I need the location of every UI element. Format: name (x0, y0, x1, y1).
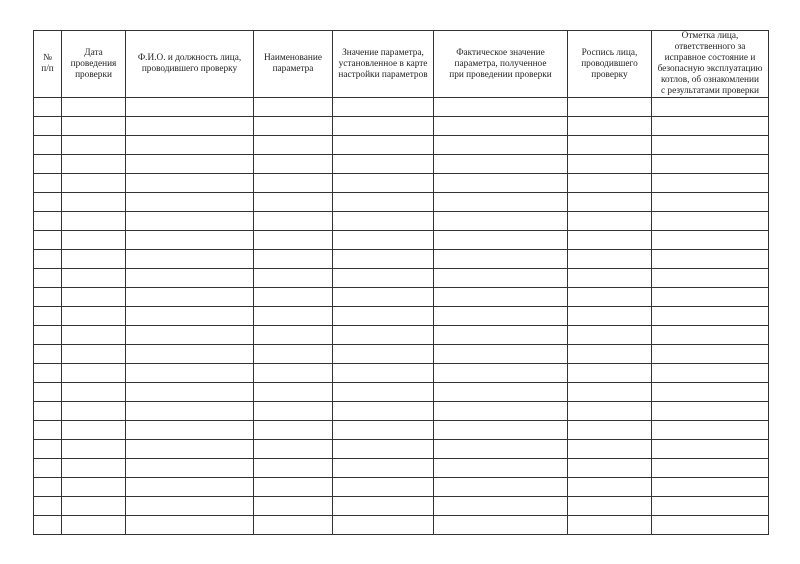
table-cell (652, 174, 769, 193)
table-row (34, 345, 769, 364)
table-cell (62, 117, 126, 136)
table-cell (333, 136, 434, 155)
table-cell (126, 421, 254, 440)
table-cell (333, 212, 434, 231)
table-cell (254, 231, 333, 250)
table-row (34, 421, 769, 440)
table-cell (434, 117, 568, 136)
table-cell (652, 478, 769, 497)
header-actual-parameter-value: Фактическое значение параметра, полученное при проведении проверки (434, 31, 568, 98)
table-cell (254, 440, 333, 459)
table-cell (652, 459, 769, 478)
table-cell (34, 212, 62, 231)
table-cell (652, 288, 769, 307)
table-cell (568, 193, 652, 212)
table-cell (568, 421, 652, 440)
table-cell (34, 250, 62, 269)
table-cell (126, 307, 254, 326)
table-cell (62, 326, 126, 345)
table-cell (652, 98, 769, 117)
table-cell (254, 212, 333, 231)
table-cell (34, 174, 62, 193)
table-cell (652, 497, 769, 516)
header-inspection-date: Дата проведения проверки (62, 31, 126, 98)
table-cell (126, 497, 254, 516)
table-cell (434, 288, 568, 307)
table-cell (34, 516, 62, 535)
table-cell (333, 269, 434, 288)
table-cell (434, 250, 568, 269)
table-cell (34, 364, 62, 383)
table-cell (652, 212, 769, 231)
table-cell (333, 117, 434, 136)
table-cell (568, 516, 652, 535)
table-cell (652, 383, 769, 402)
table-cell (333, 497, 434, 516)
table-cell (126, 326, 254, 345)
table-cell (568, 326, 652, 345)
table-cell (62, 478, 126, 497)
table-row (34, 402, 769, 421)
table-cell (62, 288, 126, 307)
table-cell (254, 250, 333, 269)
table-cell (568, 155, 652, 174)
table-row (34, 193, 769, 212)
table-row (34, 326, 769, 345)
table-cell (62, 459, 126, 478)
table-cell (568, 288, 652, 307)
table-cell (126, 98, 254, 117)
table-cell (434, 98, 568, 117)
table-row (34, 383, 769, 402)
table-cell (62, 174, 126, 193)
table-cell (434, 440, 568, 459)
table-cell (568, 136, 652, 155)
table-cell (568, 98, 652, 117)
table-cell (652, 345, 769, 364)
table-cell (434, 269, 568, 288)
table-cell (254, 478, 333, 497)
table-cell (126, 516, 254, 535)
table-cell (62, 193, 126, 212)
table-cell (434, 193, 568, 212)
table-cell (434, 383, 568, 402)
table-cell (34, 345, 62, 364)
table-cell (126, 193, 254, 212)
table-cell (126, 231, 254, 250)
table-cell (652, 516, 769, 535)
table-cell (62, 421, 126, 440)
table-cell (333, 478, 434, 497)
table-cell (254, 345, 333, 364)
table-cell (333, 345, 434, 364)
table-cell (568, 478, 652, 497)
table-cell (34, 326, 62, 345)
table-cell (34, 136, 62, 155)
table-cell (434, 402, 568, 421)
table-cell (333, 155, 434, 174)
table-cell (254, 326, 333, 345)
table-cell (568, 402, 652, 421)
table-cell (126, 212, 254, 231)
table-cell (62, 155, 126, 174)
table-cell (254, 383, 333, 402)
table-cell (333, 383, 434, 402)
table-cell (333, 231, 434, 250)
table-cell (333, 516, 434, 535)
table-cell (568, 440, 652, 459)
table-cell (568, 497, 652, 516)
table-row (34, 136, 769, 155)
table-cell (568, 459, 652, 478)
table-row (34, 269, 769, 288)
table-cell (568, 174, 652, 193)
table-row (34, 288, 769, 307)
table-row (34, 155, 769, 174)
table-row (34, 307, 769, 326)
table-row (34, 117, 769, 136)
table-cell (333, 193, 434, 212)
table-cell (652, 250, 769, 269)
table-cell (126, 383, 254, 402)
table-cell (34, 288, 62, 307)
table-cell (254, 307, 333, 326)
table-cell (34, 478, 62, 497)
table-cell (333, 364, 434, 383)
table-cell (34, 402, 62, 421)
table-cell (568, 212, 652, 231)
table-row (34, 516, 769, 535)
table-cell (126, 478, 254, 497)
table-row (34, 231, 769, 250)
table-cell (34, 117, 62, 136)
table-cell (652, 364, 769, 383)
table-cell (254, 174, 333, 193)
table-cell (62, 345, 126, 364)
header-parameter-name: Наименование параметра (254, 31, 333, 98)
table-cell (126, 288, 254, 307)
table-cell (333, 421, 434, 440)
table-cell (333, 250, 434, 269)
table-cell (62, 136, 126, 155)
table-cell (568, 269, 652, 288)
header-inspector-name-position: Ф.И.О. и должность лица, проводившего проверку (126, 31, 254, 98)
table-cell (62, 269, 126, 288)
table-cell (254, 459, 333, 478)
table-cell (126, 269, 254, 288)
table-row (34, 459, 769, 478)
table-row (34, 478, 769, 497)
table-cell (254, 288, 333, 307)
table-cell (62, 497, 126, 516)
table-cell (568, 250, 652, 269)
table-cell (652, 117, 769, 136)
table-cell (126, 250, 254, 269)
table-cell (62, 364, 126, 383)
table-cell (126, 117, 254, 136)
table-row (34, 440, 769, 459)
table-cell (434, 516, 568, 535)
table-cell (126, 174, 254, 193)
table-cell (34, 440, 62, 459)
table-row (34, 497, 769, 516)
table-cell (652, 440, 769, 459)
table-cell (62, 212, 126, 231)
table-cell (34, 383, 62, 402)
table-cell (652, 402, 769, 421)
table-cell (62, 440, 126, 459)
table-cell (568, 345, 652, 364)
table-cell (34, 231, 62, 250)
table-cell (434, 307, 568, 326)
table-cell (254, 497, 333, 516)
table-cell (652, 155, 769, 174)
table-cell (434, 421, 568, 440)
table-cell (126, 402, 254, 421)
table-cell (333, 402, 434, 421)
table-header-row (34, 31, 769, 98)
table-cell (34, 307, 62, 326)
table-cell (126, 459, 254, 478)
table-cell (434, 136, 568, 155)
table-body (34, 98, 769, 535)
header-set-parameter-value: Значение параметра, установленное в карте настройки параметров (333, 31, 434, 98)
table-cell (34, 155, 62, 174)
table-cell (568, 364, 652, 383)
table-cell (333, 174, 434, 193)
table-cell (254, 155, 333, 174)
table-cell (652, 193, 769, 212)
table-cell (434, 497, 568, 516)
table-cell (34, 497, 62, 516)
table-cell (434, 345, 568, 364)
table-cell (568, 307, 652, 326)
table-cell (333, 326, 434, 345)
table-cell (254, 136, 333, 155)
table-cell (568, 383, 652, 402)
table-cell (254, 98, 333, 117)
table-cell (62, 307, 126, 326)
table-cell (62, 231, 126, 250)
table-cell (62, 98, 126, 117)
table-cell (254, 269, 333, 288)
table-cell (568, 231, 652, 250)
table-cell (333, 440, 434, 459)
table-cell (652, 326, 769, 345)
table-row (34, 364, 769, 383)
table-cell (254, 364, 333, 383)
table-cell (126, 364, 254, 383)
header-row-number: № п/п (34, 31, 62, 98)
table-cell (62, 402, 126, 421)
table-cell (434, 212, 568, 231)
header-inspector-signature: Роспись лица, проводившего проверку (568, 31, 652, 98)
table-cell (34, 459, 62, 478)
table-cell (434, 231, 568, 250)
table-row (34, 98, 769, 117)
table-row (34, 174, 769, 193)
table-cell (568, 117, 652, 136)
table-cell (254, 117, 333, 136)
table-cell (652, 136, 769, 155)
table-cell (34, 269, 62, 288)
table-cell (254, 193, 333, 212)
table-cell (434, 155, 568, 174)
table-row (34, 212, 769, 231)
table-cell (333, 288, 434, 307)
table-cell (254, 402, 333, 421)
table-cell (126, 136, 254, 155)
table-cell (333, 307, 434, 326)
table-cell (434, 478, 568, 497)
table-cell (434, 326, 568, 345)
table-cell (333, 459, 434, 478)
table-cell (126, 345, 254, 364)
table-cell (34, 98, 62, 117)
table-cell (652, 269, 769, 288)
table-cell (62, 516, 126, 535)
table-cell (254, 516, 333, 535)
table-cell (652, 307, 769, 326)
table-cell (333, 98, 434, 117)
header-responsible-person-mark: Отметка лица, ответственного за исправное состояние и безопасную эксплуатацию котлов, об ознакомлении с результатами проверки (652, 31, 769, 98)
inspection-log-table (33, 30, 769, 535)
table-cell (652, 421, 769, 440)
table-cell (126, 155, 254, 174)
table-cell (652, 231, 769, 250)
table-cell (34, 193, 62, 212)
table-cell (254, 421, 333, 440)
table-cell (434, 364, 568, 383)
table-cell (434, 459, 568, 478)
table-cell (62, 250, 126, 269)
table-cell (62, 383, 126, 402)
table-cell (34, 421, 62, 440)
table-cell (434, 174, 568, 193)
table-cell (126, 440, 254, 459)
table-row (34, 250, 769, 269)
